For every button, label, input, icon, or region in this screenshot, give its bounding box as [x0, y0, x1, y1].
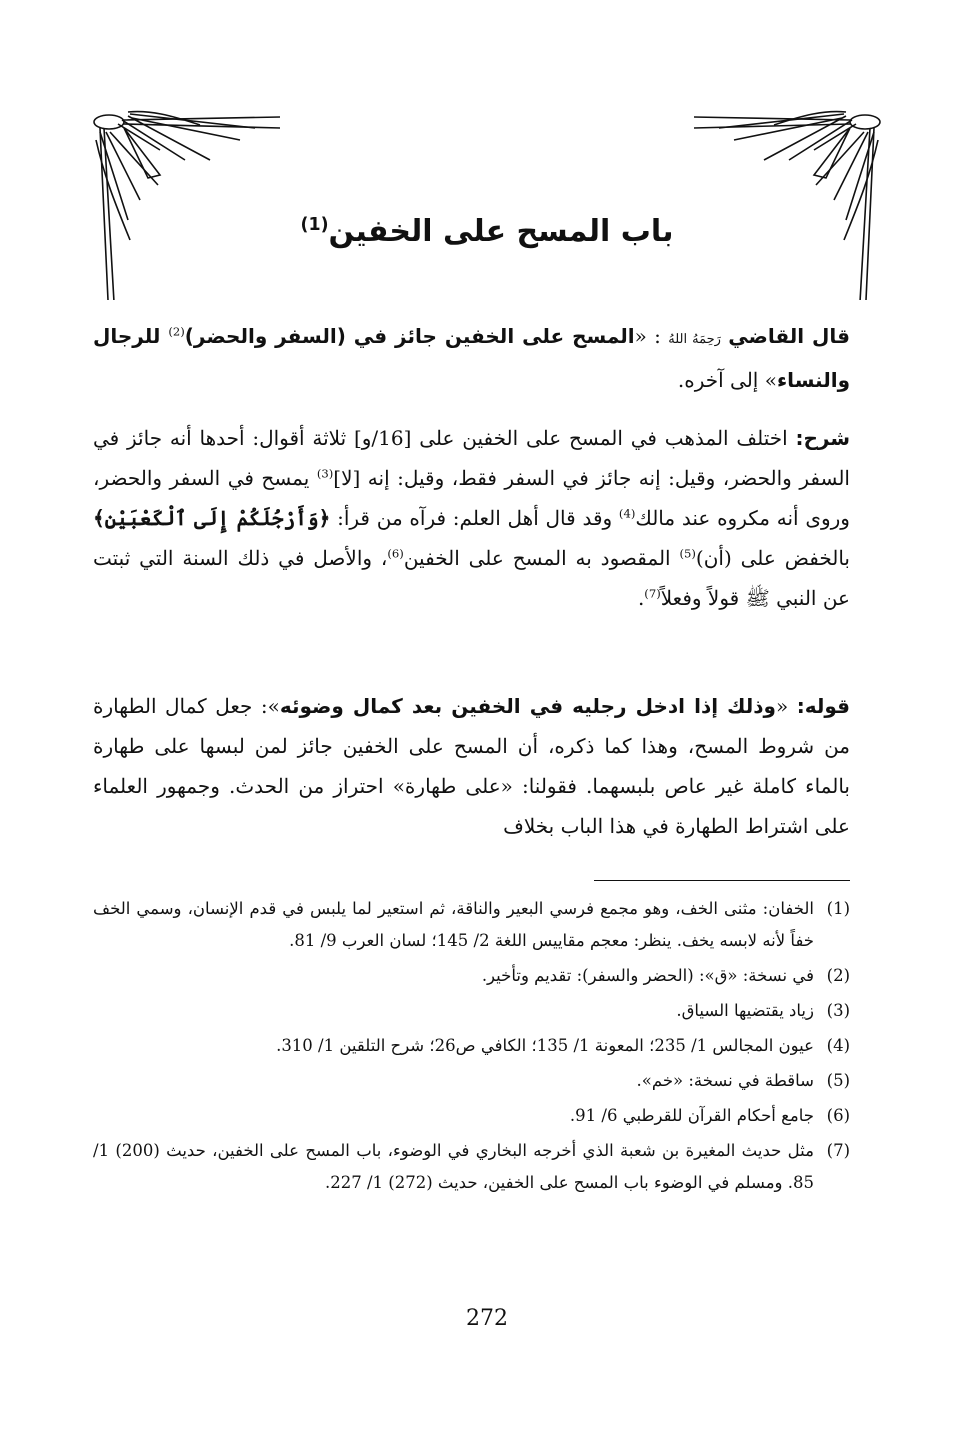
footnote-item — [93, 960, 850, 992]
footnote-number: (6) — [826, 1106, 850, 1125]
paragraph-text: المقصود به المسح على الخفين — [403, 546, 680, 570]
quote-label: قوله: — [796, 694, 851, 718]
footnote-item — [93, 1100, 850, 1132]
footnote-text: جامع أحكام القرآن للقرطبي 6/ 91. — [569, 1106, 814, 1125]
honorific: رَحِمَهُ اللهُ — [668, 332, 721, 347]
paragraph-text: اختلف المذهب في المسح على الخفين على [16/و] ثلاثة أقوال: أحدها أنه جائز في السفر والحضر، وقيل: إنه جائز في السفر فقط، وقيل: إنه [لا] — [93, 426, 850, 490]
footnote-text: مثل حديث المغيرة بن شعبة الذي أخرجه البخاري في الوضوء، باب المسح على الخفين، حديث (200) 1/ 85. ومسلم في الوضوء باب المسح على الخفين، حديث (272) 1/ 227. — [93, 1141, 814, 1192]
paragraph-2 — [93, 418, 850, 618]
footnote-text: عيون المجالس 1/ 235؛ المعونة 1/ 135؛ الكافي ص26؛ شرح التلقين 1/ 310. — [276, 1036, 814, 1055]
speaker-label: قال القاضي — [728, 324, 850, 348]
paragraph-3 — [93, 686, 850, 846]
quoted-text-continuation: للرجال والنساء — [93, 324, 850, 392]
punctuation: « — [776, 694, 797, 718]
paragraph-text: . — [637, 586, 645, 610]
footnote-item — [93, 1135, 850, 1199]
paragraph-text: ، والأصل في ذلك السنة التي ثبتت عن النبي ﷺ قولاً وفعلاً — [93, 546, 850, 610]
paragraph-tail: » إلى آخره. — [677, 368, 777, 392]
footnotes — [93, 893, 850, 1202]
footnote-text: زياد يقتضيها السياق. — [676, 1001, 814, 1020]
paragraph-text: يمسح في السفر والحضر، وروى أنه مكروه عند مالك — [93, 466, 850, 530]
chapter-header-ornament — [0, 0, 974, 300]
footnote-number: (1) — [826, 899, 850, 918]
chapter-title — [0, 214, 974, 249]
footnote-ref: (1) — [300, 215, 329, 235]
footnote-number: (5) — [826, 1071, 850, 1090]
footnote-text: ساقطة في نسخة: «خم». — [636, 1071, 814, 1090]
quoted-text: وذلك إذا ادخل رجليه في الخفين بعد كمال وضوئه — [279, 694, 776, 718]
footnote-ref: (6) — [387, 546, 404, 561]
quran-verse: ﴿وَأَرْجُلَكُمْ إِلَى ٱلْكَعْبَيْنِ﴾ — [93, 506, 331, 530]
footnote-number: (7) — [826, 1141, 850, 1160]
punctuation: : « — [634, 324, 669, 348]
footnote-text: الخفان: مثنى الخف، وهو مجمع فرسي البعير والناقة، ثم استعير لما يلبس في قدم الإنسان، وسمي الخف خفاً لأنه لابسه يخف. ينظر: معجم مقاييس اللغة 2/ 145؛ لسان العرب 9/ 81. — [93, 899, 814, 950]
footnote-number: (2) — [826, 966, 850, 985]
footnote-number: (3) — [826, 1001, 850, 1020]
chapter-title-text: باب المسح على الخفين — [328, 214, 674, 249]
paragraph-1 — [93, 316, 850, 400]
paragraph-text: بالخفض على (أن) — [695, 546, 850, 570]
footnote-ref: (2) — [168, 324, 185, 339]
footnote-text: في نسخة: «ق»: (الحضر والسفر): تقديم وتأخير. — [481, 966, 814, 985]
footnote-item — [93, 893, 850, 957]
commentary-label: شرح: — [795, 426, 850, 450]
footnote-ref: (4) — [618, 506, 636, 521]
footnote-item — [93, 1030, 850, 1062]
paragraph-text: وقد قال أهل العلم: فرآه من قرأ: — [330, 506, 619, 530]
footnote-item — [93, 1065, 850, 1097]
footnote-ref: (5) — [679, 546, 696, 561]
footnote-ref: (7) — [644, 586, 661, 601]
quoted-text: المسح على الخفين جائز في (السفر والحضر) — [184, 324, 635, 348]
paragraph-text: »: جعل كمال الطهارة من شروط المسح، وهذا كما ذكره، أن المسح على الخفين جائز لمن لبسها على طهارة بالماء كاملة غير عاص بلبسهما. فقولنا: «على طهارة» احتراز من الحدث. وجمهور العلماء على اشتراط الطهارة في هذا الباب بخلاف — [93, 694, 850, 838]
footnote-divider — [594, 880, 850, 881]
page-number: 272 — [466, 1306, 508, 1331]
footnote-ref: (3) — [316, 466, 334, 481]
footnote-item — [93, 995, 850, 1027]
footnote-number: (4) — [826, 1036, 850, 1055]
